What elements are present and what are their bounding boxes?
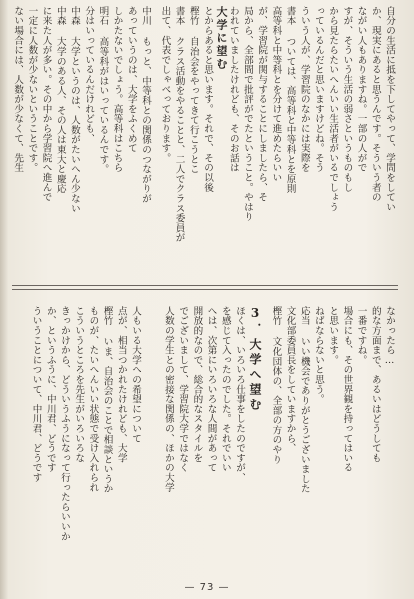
- text-line: から見たらたいへんいい生活者がいるでしょう: [327, 6, 339, 212]
- text-column: [157, 6, 214, 274]
- text-line: 応当 いい機会でありがとうございました: [298, 306, 310, 494]
- text-line: ねばならないと思う。: [312, 306, 324, 404]
- text-column: [28, 306, 142, 564]
- text-line: へは、次第にいろいろな人間があって: [205, 306, 217, 473]
- section-divider: [12, 285, 398, 286]
- text-line: 人もいる大学への希望について: [130, 306, 141, 444]
- text-line: に来た人が多い。その中から学習院へ進んで: [40, 6, 52, 202]
- text-line: ほくは、いろいろ仕事をしたのですが、: [234, 306, 245, 483]
- text-line: あっていうのは、大学をふくめて: [125, 6, 137, 153]
- text-line: しかたないでしょう。高等科はこちら: [111, 6, 123, 173]
- text-column: [226, 6, 396, 274]
- text-line: われていましたけれども、そのお話は: [227, 6, 239, 173]
- text-line: を感じて入ったのでした。それでいい: [219, 306, 231, 473]
- text-line: 樫竹 文化団体の、全部の方のやり: [270, 306, 282, 465]
- text-line: 中森 大学のある人、その人は東大と慶応: [54, 6, 66, 194]
- text-line: ない場合には、人数が少なくて、先生: [12, 6, 24, 173]
- page-spine-shadow: [0, 0, 8, 599]
- text-line: きっかけから、どういうふうになって行ったらいいか: [58, 306, 70, 542]
- text-line: 高等科と中等科とを分けて進めたらいい: [270, 6, 282, 183]
- text-line: が、学習院が関与することにしましたら、そ: [256, 6, 268, 202]
- text-line: っているんだと思いますけどね。そう: [312, 6, 324, 173]
- text-line: 点が、相当つかれたけれども、大学: [115, 306, 127, 463]
- text-line: 一番ですね。: [355, 306, 367, 365]
- text-column: [268, 306, 396, 564]
- text-line: 分はいっているんだけれども、: [83, 6, 95, 144]
- text-line: とからあると思います。それで、その以後: [202, 6, 213, 193]
- text-line: 開放的なので、総合的なスタイルを: [191, 306, 203, 463]
- text-line: 明石 高等科がはいっているんです。: [97, 6, 109, 174]
- text-line: ながい人もありますね。一部の人がで: [355, 6, 367, 173]
- text-line: こういうところを先生がいろいろな: [73, 306, 85, 463]
- text-line: ういう人が、学習院のなかには実際を: [298, 6, 310, 173]
- page-heading: 大学に望む: [215, 6, 228, 71]
- text-line: なかったら…: [384, 306, 395, 367]
- section-title: 3．大学へ望む: [248, 306, 262, 413]
- text-line: ういうことについて、中川君、どうです: [30, 306, 42, 483]
- text-line: 場合にも、その世界観を持ってはいる: [341, 306, 353, 473]
- text-line: 樫竹 いま、自治会のことで相談というか: [101, 306, 113, 494]
- text-line: 書本 ついては、高等科と中等科とを原則: [284, 6, 296, 194]
- text-line: 中川 もっと、中等科との関係のつながりが: [140, 6, 151, 204]
- text-line: 一定に人数が少ないということです。: [26, 6, 38, 173]
- text-line: か、というふうに、中川君、どうです: [44, 306, 56, 473]
- text-line: ものが、たいへんいい状態で受け入れられ: [87, 306, 99, 493]
- text-line: 出て、代表でしゃべっております。: [159, 6, 171, 163]
- text-column: [10, 6, 152, 274]
- text-line: 局から、全部間で批評がでたということ。やはり: [241, 6, 253, 222]
- text-line: 書本 クラス活動をやることと、二人でクラス委員が: [173, 6, 185, 243]
- text-column: [161, 306, 246, 564]
- text-line: 自分の生活に抵を下してやって、学問をしてい: [384, 6, 395, 212]
- text-line: と思います。: [327, 306, 339, 365]
- text-line: 人数の学生との密接な関係の、ほかの大学: [162, 306, 174, 493]
- text-line: 文化部委員長をしていますから、: [284, 306, 296, 453]
- page-number: — 73 —: [184, 582, 230, 593]
- text-line: 樫竹 自治会をやってきて行こうとこ: [187, 6, 199, 174]
- text-line: か、現実にあると思うんです。そういう者の: [369, 6, 381, 202]
- text-line: 的な方面まで、あるいはどうしても: [369, 306, 381, 463]
- section-divider: [12, 289, 398, 290]
- text-line: 中森 大学というのは、人数がたいへん少ない: [68, 6, 80, 214]
- text-line: でございまして、学習院大学ではなく: [177, 306, 189, 473]
- text-line: すが、そういう生活の弱さというものもし: [341, 6, 353, 193]
